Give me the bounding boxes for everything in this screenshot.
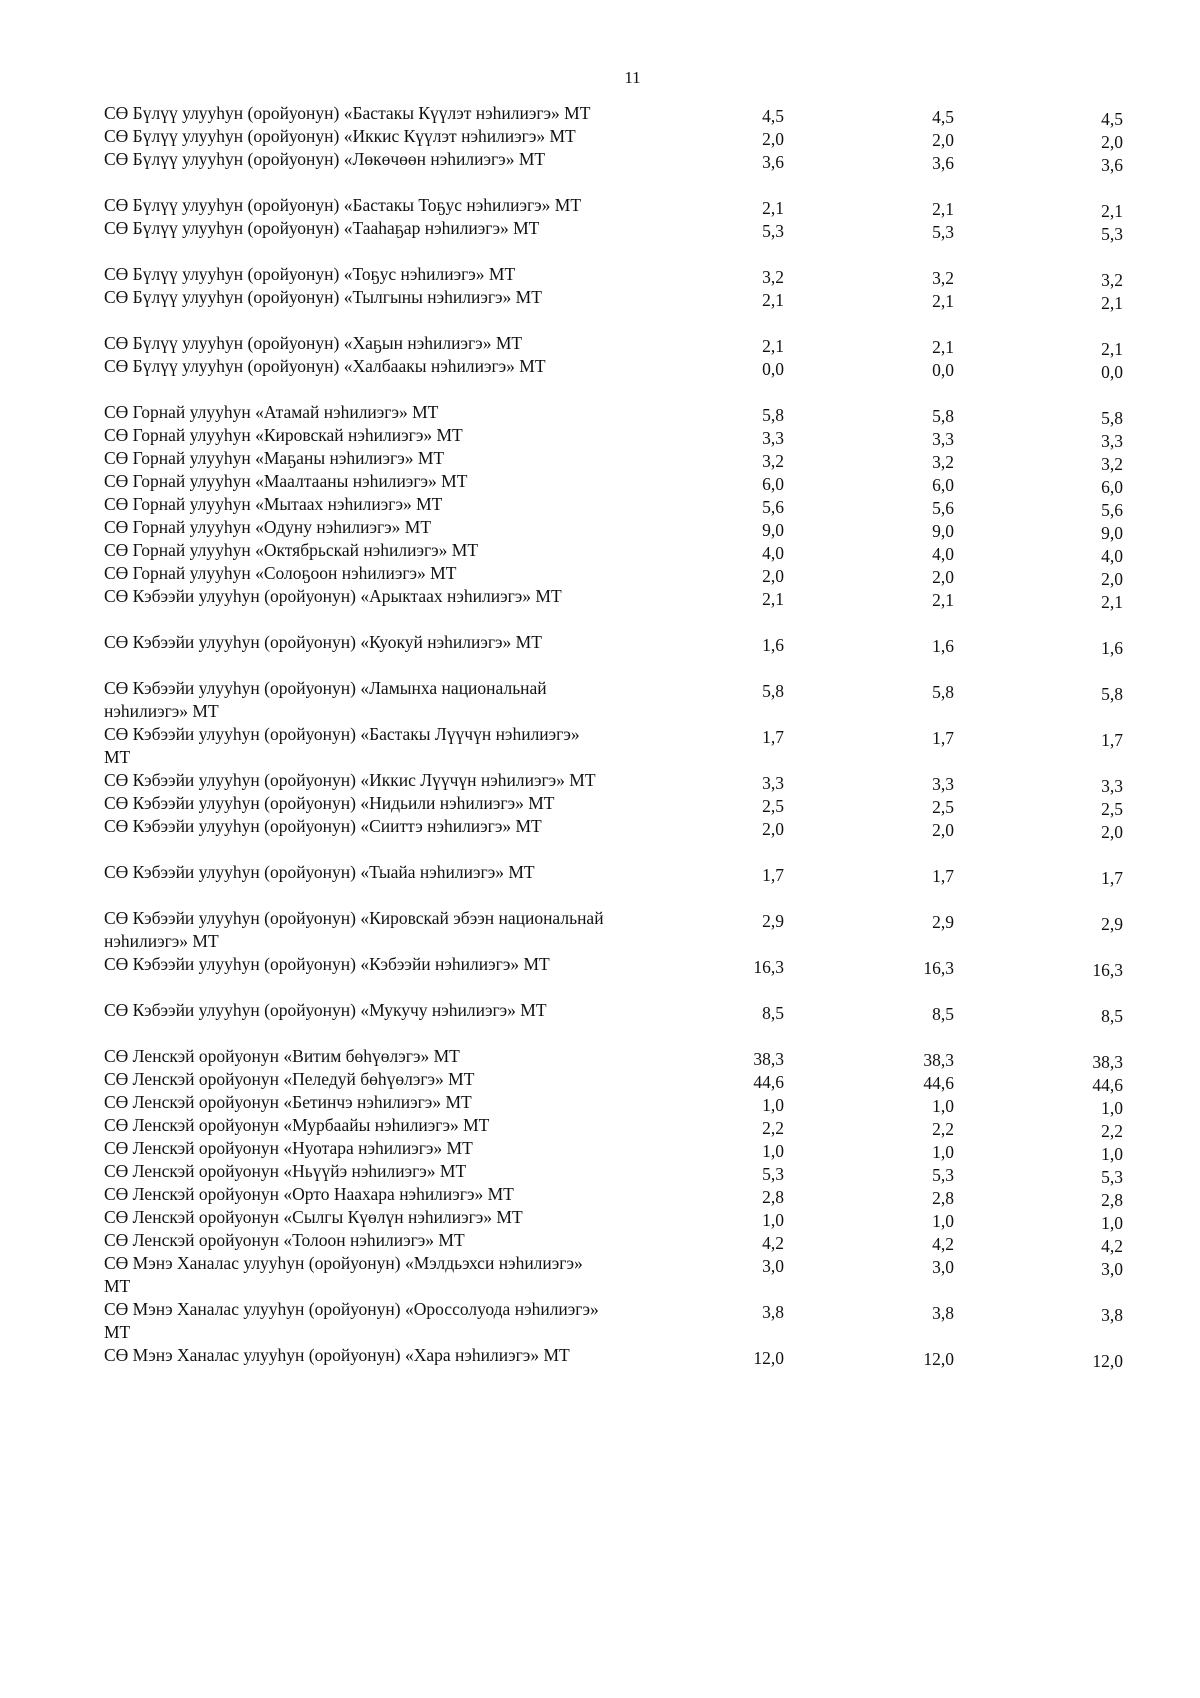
row-value-v1: 4,2 bbox=[762, 1233, 784, 1253]
row-value-v3: 5,6 bbox=[1101, 500, 1123, 520]
row-value-v2: 1,7 bbox=[932, 866, 954, 886]
row-value-v2: 3,3 bbox=[932, 774, 954, 794]
row-value-v1: 3,6 bbox=[762, 152, 784, 172]
row-value-v2: 12,0 bbox=[923, 1349, 954, 1369]
table-row bbox=[104, 1229, 1124, 1256]
row-name: СӨ Ленскэй оройуонун «Мурбаайы нэһилиэгэ» МТ bbox=[104, 1115, 490, 1135]
table-row bbox=[104, 539, 1124, 566]
page-number: 11 bbox=[624, 68, 641, 87]
table-row bbox=[104, 953, 1124, 980]
table-row bbox=[104, 401, 1124, 428]
table-row bbox=[104, 1298, 1124, 1344]
row-value-v3: 44,6 bbox=[1092, 1075, 1123, 1095]
row-value-v1: 2,0 bbox=[762, 819, 784, 839]
row-name: СӨ Бүлүү улууһун (оройуонун) «Лөкөчөөн нэһилиэгэ» МТ bbox=[104, 149, 546, 169]
table-row bbox=[104, 792, 1124, 819]
row-value-v1: 38,3 bbox=[753, 1049, 784, 1069]
table-row bbox=[104, 286, 1124, 313]
row-name: СӨ Бүлүү улууһун (оройуонун) «Тылгыны нэһилиэгэ» МТ bbox=[104, 287, 542, 307]
row-value-v1: 2,0 bbox=[762, 129, 784, 149]
row-name: СӨ Ленскэй оройуонун «Нуотара нэһилиэгэ» МТ bbox=[104, 1138, 473, 1158]
row-name: СӨ Кэбээйи улууһун (оройуонун) «Тыайа нэһилиэгэ» МТ bbox=[104, 862, 535, 882]
row-value-v2: 44,6 bbox=[923, 1073, 954, 1093]
table-row bbox=[104, 470, 1124, 497]
row-name: СӨ Кэбээйи улууһун (оройуонун) «Иккис Лүүчүн нэһилиэгэ» МТ bbox=[104, 770, 596, 790]
row-value-v1: 5,8 bbox=[762, 405, 784, 425]
row-value-v2: 2,8 bbox=[932, 1188, 954, 1208]
row-value-v2: 16,3 bbox=[923, 958, 954, 978]
row-name: СӨ Горнай улууһун «Солоҕоон нэһилиэгэ» МТ bbox=[104, 563, 457, 583]
row-value-v3: 2,1 bbox=[1101, 592, 1123, 612]
row-value-v3: 3,2 bbox=[1101, 454, 1123, 474]
row-value-v3: 3,3 bbox=[1101, 776, 1123, 796]
row-name: СӨ Ленскэй оройуонун «Пеледуй бөһүөлэгэ» МТ bbox=[104, 1069, 475, 1089]
row-value-v2: 2,0 bbox=[932, 567, 954, 587]
row-value-v3: 8,5 bbox=[1101, 1006, 1123, 1026]
row-name: СӨ Горнай улууһун «Атамай нэһилиэгэ» МТ bbox=[104, 402, 439, 422]
row-value-v3: 38,3 bbox=[1092, 1052, 1123, 1072]
row-value-v1: 3,0 bbox=[762, 1256, 784, 1276]
row-value-v3: 4,5 bbox=[1101, 109, 1123, 129]
row-value-v3: 0,0 bbox=[1101, 362, 1123, 382]
row-value-v1: 2,9 bbox=[762, 911, 784, 931]
row-name: СӨ Бүлүү улууһун (оройуонун) «Бастакы Тоҕус нэһилиэгэ» МТ bbox=[104, 195, 582, 215]
row-value-v3: 4,0 bbox=[1101, 546, 1123, 566]
row-value-v2: 2,9 bbox=[932, 912, 954, 932]
row-value-v2: 9,0 bbox=[932, 521, 954, 541]
row-value-v3: 2,5 bbox=[1101, 799, 1123, 819]
row-name: СӨ Ленскэй оройуонун «Ньүүйэ нэһилиэгэ» МТ bbox=[104, 1161, 467, 1181]
row-value-v2: 2,0 bbox=[932, 130, 954, 150]
table-row bbox=[104, 585, 1124, 612]
table-row bbox=[104, 677, 1124, 723]
row-value-v1: 4,5 bbox=[762, 106, 784, 126]
row-value-v1: 2,1 bbox=[762, 198, 784, 218]
row-value-v1: 2,5 bbox=[762, 796, 784, 816]
row-value-v2: 38,3 bbox=[923, 1050, 954, 1070]
row-value-v3: 3,2 bbox=[1101, 270, 1123, 290]
row-name: СӨ Горнай улууһун «Одуну нэһилиэгэ» МТ bbox=[104, 517, 432, 537]
row-value-v2: 8,5 bbox=[932, 1004, 954, 1024]
table-row bbox=[104, 424, 1124, 451]
row-value-v3: 5,8 bbox=[1101, 684, 1123, 704]
row-value-v2: 6,0 bbox=[932, 475, 954, 495]
row-value-v2: 3,8 bbox=[932, 1303, 954, 1323]
row-value-v2: 4,2 bbox=[932, 1234, 954, 1254]
row-value-v1: 2,8 bbox=[762, 1187, 784, 1207]
table-row bbox=[104, 447, 1124, 474]
row-value-v2: 2,0 bbox=[932, 820, 954, 840]
table-row bbox=[104, 1137, 1124, 1164]
row-name: СӨ Кэбээйи улууһун (оройуонун) «Куокуй нэһилиэгэ» МТ bbox=[104, 632, 542, 652]
row-value-v1: 5,8 bbox=[762, 681, 784, 701]
row-value-v1: 3,8 bbox=[762, 1302, 784, 1322]
row-value-v2: 1,0 bbox=[932, 1096, 954, 1116]
row-value-v1: 2,1 bbox=[762, 336, 784, 356]
row-name: СӨ Бүлүү улууһун (оройуонун) «Хаҕын нэһилиэгэ» МТ bbox=[104, 333, 523, 353]
row-name: СӨ Мэнэ Ханалас улууһун (оройуонун) «Оросcолуода нэһилиэгэ» МТ bbox=[104, 1299, 599, 1342]
row-value-v1: 3,3 bbox=[762, 428, 784, 448]
row-name: СӨ Бүлүү улууһун (оройуонун) «Халбаакы нэһилиэгэ» МТ bbox=[104, 356, 546, 376]
row-value-v1: 16,3 bbox=[753, 957, 784, 977]
row-value-v2: 1,0 bbox=[932, 1211, 954, 1231]
table-row bbox=[104, 861, 1124, 888]
row-value-v3: 3,8 bbox=[1101, 1305, 1123, 1325]
row-value-v2: 1,6 bbox=[932, 636, 954, 656]
row-name: СӨ Горнай улууһун «Мытаах нэһилиэгэ» МТ bbox=[104, 494, 443, 514]
row-name: СӨ Ленскэй оройуонун «Бетинчэ нэһилиэгэ» МТ bbox=[104, 1092, 472, 1112]
row-value-v1: 9,0 bbox=[762, 520, 784, 540]
row-value-v3: 2,1 bbox=[1101, 201, 1123, 221]
row-name: СӨ Ленскэй оройуонун «Толоон нэһилиэгэ» МТ bbox=[104, 1230, 465, 1250]
row-name: СӨ Ленскэй оройуонун «Витим бөһүөлэгэ» МТ bbox=[104, 1046, 460, 1066]
row-value-v3: 5,3 bbox=[1101, 1167, 1123, 1187]
row-name: СӨ Кэбээйи улууһун (оройуонун) «Кировскай эбээн национальнай нэһилиэгэ» МТ bbox=[104, 908, 604, 951]
row-name: СӨ Горнай улууһун «Кировскай нэһилиэгэ» МТ bbox=[104, 425, 463, 445]
row-value-v2: 3,3 bbox=[932, 429, 954, 449]
row-value-v3: 2,2 bbox=[1101, 1121, 1123, 1141]
row-name: СӨ Горнай улууһун «Маалтааны нэһилиэгэ» МТ bbox=[104, 471, 468, 491]
row-value-v1: 5,3 bbox=[762, 221, 784, 241]
row-value-v1: 44,6 bbox=[753, 1072, 784, 1092]
row-value-v3: 2,9 bbox=[1101, 914, 1123, 934]
row-value-v3: 1,7 bbox=[1101, 730, 1123, 750]
row-value-v2: 0,0 bbox=[932, 360, 954, 380]
row-name: СӨ Кэбээйи улууһун (оройуонун) «Сииттэ нэһилиэгэ» МТ bbox=[104, 816, 542, 836]
row-value-v2: 1,0 bbox=[932, 1142, 954, 1162]
row-value-v1: 1,6 bbox=[762, 635, 784, 655]
row-value-v3: 2,8 bbox=[1101, 1190, 1123, 1210]
row-value-v3: 6,0 bbox=[1101, 477, 1123, 497]
row-value-v2: 3,6 bbox=[932, 153, 954, 173]
row-value-v2: 5,8 bbox=[932, 406, 954, 426]
row-value-v1: 1,0 bbox=[762, 1141, 784, 1161]
row-value-v1: 3,3 bbox=[762, 773, 784, 793]
row-value-v1: 1,7 bbox=[762, 727, 784, 747]
row-value-v3: 9,0 bbox=[1101, 523, 1123, 543]
table-row bbox=[104, 148, 1124, 175]
row-value-v3: 2,1 bbox=[1101, 293, 1123, 313]
table-row bbox=[104, 217, 1124, 244]
row-value-v3: 2,0 bbox=[1101, 569, 1123, 589]
row-value-v2: 2,1 bbox=[932, 199, 954, 219]
row-value-v3: 1,7 bbox=[1101, 868, 1123, 888]
row-value-v2: 3,2 bbox=[932, 452, 954, 472]
table-row bbox=[104, 769, 1124, 796]
table-row bbox=[104, 1344, 1124, 1371]
row-value-v1: 8,5 bbox=[762, 1003, 784, 1023]
row-name: СӨ Ленскэй оройуонун «Сылгы Күөлүн нэһилиэгэ» МТ bbox=[104, 1207, 523, 1227]
row-value-v1: 2,2 bbox=[762, 1118, 784, 1138]
row-value-v1: 1,0 bbox=[762, 1095, 784, 1115]
table-row bbox=[104, 907, 1124, 953]
table-row bbox=[104, 1183, 1124, 1210]
table-row bbox=[104, 815, 1124, 842]
row-value-v3: 1,0 bbox=[1101, 1144, 1123, 1164]
row-value-v1: 5,6 bbox=[762, 497, 784, 517]
row-name: СӨ Горнай улууһун «Октябрьскай нэһилиэгэ» МТ bbox=[104, 540, 479, 560]
row-value-v2: 5,3 bbox=[932, 222, 954, 242]
table-row bbox=[104, 355, 1124, 382]
table-row bbox=[104, 1091, 1124, 1118]
row-name: СӨ Кэбээйи улууһун (оройуонун) «Ламынха национальнай нэһилиэгэ» МТ bbox=[104, 678, 547, 721]
row-value-v1: 12,0 bbox=[753, 1348, 784, 1368]
row-name: СӨ Горнай улууһун «Маҕаны нэһилиэгэ» МТ bbox=[104, 448, 445, 468]
table-row bbox=[104, 493, 1124, 520]
row-name: СӨ Кэбээйи улууһун (оройуонун) «Арыктаах нэһилиэгэ» МТ bbox=[104, 586, 562, 606]
row-value-v3: 16,3 bbox=[1092, 960, 1123, 980]
row-value-v3: 3,0 bbox=[1101, 1259, 1123, 1279]
table-row bbox=[104, 102, 1124, 129]
row-value-v2: 2,1 bbox=[932, 291, 954, 311]
table-row bbox=[104, 999, 1124, 1026]
table-row bbox=[104, 125, 1124, 152]
row-name: СӨ Кэбээйи улууһун (оройуонун) «Нидьили нэһилиэгэ» МТ bbox=[104, 793, 555, 813]
row-value-v3: 1,6 bbox=[1101, 638, 1123, 658]
row-value-v2: 4,0 bbox=[932, 544, 954, 564]
row-value-v1: 4,0 bbox=[762, 543, 784, 563]
row-value-v2: 2,1 bbox=[932, 590, 954, 610]
row-value-v3: 4,2 bbox=[1101, 1236, 1123, 1256]
row-value-v1: 1,7 bbox=[762, 865, 784, 885]
row-name: СӨ Кэбээйи улууһун (оройуонун) «Кэбээйи нэһилиэгэ» МТ bbox=[104, 954, 550, 974]
row-value-v2: 3,2 bbox=[932, 268, 954, 288]
table-body bbox=[104, 102, 1124, 1371]
row-value-v2: 5,6 bbox=[932, 498, 954, 518]
row-value-v1: 1,0 bbox=[762, 1210, 784, 1230]
row-value-v3: 2,0 bbox=[1101, 822, 1123, 842]
table-row bbox=[104, 1068, 1124, 1095]
row-value-v3: 3,3 bbox=[1101, 431, 1123, 451]
row-value-v3: 5,8 bbox=[1101, 408, 1123, 428]
row-name: СӨ Кэбээйи улууһун (оройуонун) «Бастакы Лүүчүн нэһилиэгэ» МТ bbox=[104, 724, 580, 767]
row-name: СӨ Мэнэ Ханалас улууһун (оройуонун) «Мэлдьэхси нэһилиэгэ» МТ bbox=[104, 1253, 583, 1296]
table-row bbox=[104, 1045, 1124, 1072]
table-row bbox=[104, 631, 1124, 658]
row-value-v1: 2,1 bbox=[762, 589, 784, 609]
row-name: СӨ Мэнэ Ханалас улууһун (оройуонун) «Хара нэһилиэгэ» МТ bbox=[104, 1345, 570, 1365]
row-value-v1: 6,0 bbox=[762, 474, 784, 494]
row-value-v2: 5,8 bbox=[932, 682, 954, 702]
table-row bbox=[104, 1206, 1124, 1233]
row-value-v3: 1,0 bbox=[1101, 1213, 1123, 1233]
row-value-v2: 3,0 bbox=[932, 1257, 954, 1277]
table-row bbox=[104, 263, 1124, 290]
table-row bbox=[104, 194, 1124, 221]
row-value-v3: 2,1 bbox=[1101, 339, 1123, 359]
row-value-v2: 2,2 bbox=[932, 1119, 954, 1139]
row-value-v1: 2,1 bbox=[762, 290, 784, 310]
row-value-v2: 2,5 bbox=[932, 797, 954, 817]
row-value-v2: 4,5 bbox=[932, 107, 954, 127]
row-value-v1: 0,0 bbox=[762, 359, 784, 379]
table-row bbox=[104, 1114, 1124, 1141]
row-value-v1: 5,3 bbox=[762, 1164, 784, 1184]
row-value-v3: 12,0 bbox=[1092, 1351, 1123, 1371]
row-value-v3: 3,6 bbox=[1101, 155, 1123, 175]
row-value-v1: 3,2 bbox=[762, 451, 784, 471]
table-row bbox=[104, 723, 1124, 769]
row-value-v1: 2,0 bbox=[762, 566, 784, 586]
table-row bbox=[104, 562, 1124, 589]
row-name: СӨ Бүлүү улууһун (оройуонун) «Тоҕус нэһилиэгэ» МТ bbox=[104, 264, 516, 284]
table-row bbox=[104, 516, 1124, 543]
table-row bbox=[104, 1160, 1124, 1187]
row-value-v2: 2,1 bbox=[932, 337, 954, 357]
row-name: СӨ Кэбээйи улууһун (оройуонун) «Мукучу нэһилиэгэ» МТ bbox=[104, 1000, 547, 1020]
row-name: СӨ Ленскэй оройуонун «Орто Наахара нэһилиэгэ» МТ bbox=[104, 1184, 514, 1204]
row-name: СӨ Бүлүү улууһун (оройуонун) «Тааһаҕар нэһилиэгэ» МТ bbox=[104, 218, 540, 238]
row-value-v3: 2,0 bbox=[1101, 132, 1123, 152]
row-value-v3: 1,0 bbox=[1101, 1098, 1123, 1118]
row-value-v2: 5,3 bbox=[932, 1165, 954, 1185]
table-row bbox=[104, 332, 1124, 359]
row-value-v1: 3,2 bbox=[762, 267, 784, 287]
row-name: СӨ Бүлүү улууһун (оройуонун) «Бастакы Күүлэт нэһилиэгэ» МТ bbox=[104, 103, 591, 123]
row-name: СӨ Бүлүү улууһун (оройуонун) «Иккис Күүлэт нэһилиэгэ» МТ bbox=[104, 126, 576, 146]
row-value-v3: 5,3 bbox=[1101, 224, 1123, 244]
row-value-v2: 1,7 bbox=[932, 728, 954, 748]
table-row bbox=[104, 1252, 1124, 1298]
